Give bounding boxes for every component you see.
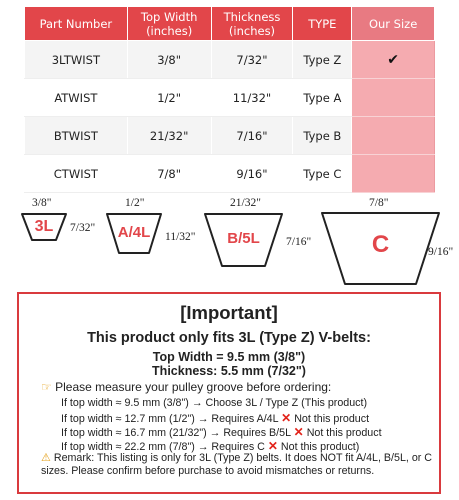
important-thickness: Thickness: 5.5 mm (7/32") (152, 364, 306, 378)
cell-type: Type B (293, 117, 352, 155)
table-row (25, 41, 435, 79)
belt-b5l-thickness: 7/16" (286, 236, 312, 248)
cell-top-width: 1/2" (127, 79, 211, 117)
table-header-row (25, 7, 435, 41)
belt-c-thickness: 9/16" (428, 246, 454, 258)
measure-instruction (41, 380, 331, 394)
belt-b5l-label: B/5L (227, 230, 260, 247)
cell-top-width: 7/8" (127, 155, 211, 193)
cell-part: 3LTWIST (25, 41, 128, 79)
table-row (25, 117, 435, 155)
cell-thickness: 7/32" (211, 41, 293, 79)
check-icon: ✔ (352, 41, 435, 79)
cross-icon: ✕ (267, 439, 278, 453)
belt-3l-thickness: 7/32" (70, 222, 96, 234)
header-top-width: Top Width (inches) (127, 7, 211, 41)
belt-b5l-diagram (203, 212, 284, 268)
important-notice (17, 292, 441, 494)
size-table (24, 6, 435, 193)
cell-type: Type C (293, 155, 352, 193)
belt-b5l-top-width: 21/32" (230, 197, 261, 209)
table-row (25, 155, 435, 193)
pointing-hand-icon: ☞ (41, 380, 52, 394)
cross-icon: ✕ (281, 411, 292, 425)
size-guide-row: If top width ≈ 22.2 mm (7/8") → Requires C ✕ Not this product) (61, 439, 360, 453)
belt-c-top-width: 7/8" (369, 197, 389, 209)
size-guide-row: If top width ≈ 16.7 mm (21/32") → Requires B/5L ✕ Not this product (61, 425, 382, 439)
cell-part: BTWIST (25, 117, 128, 155)
important-subtitle: This product only fits 3L (Type Z) V-belts: (87, 330, 371, 346)
cell-our-size (352, 117, 435, 155)
warning-icon: ⚠ (41, 452, 51, 464)
important-top-width: Top Width = 9.5 mm (3/8") (152, 350, 306, 364)
important-title: [Important] (180, 302, 278, 323)
cell-top-width: 21/32" (127, 117, 211, 155)
cell-thickness: 9/16" (211, 155, 293, 193)
header-part-number: Part Number (25, 7, 128, 41)
header-our-size: Our Size (352, 7, 435, 41)
belt-a4l-label: A/4L (117, 224, 151, 241)
belt-a4l-thickness: 11/32" (165, 231, 196, 243)
cross-icon: ✕ (293, 425, 304, 439)
belt-c-diagram (320, 211, 441, 286)
size-guide-row: If top width ≈ 9.5 mm (3/8") → Choose 3L / Type Z (This product) (61, 397, 368, 409)
belt-3l-top-width: 3/8" (32, 197, 52, 209)
cell-part: ATWIST (25, 79, 128, 117)
belt-3l-diagram (20, 212, 68, 242)
belt-3l-label: 3L (34, 218, 54, 235)
belt-a4l-top-width: 1/2" (125, 197, 145, 209)
cell-type: Type A (293, 79, 352, 117)
cell-part: CTWIST (25, 155, 128, 193)
cell-top-width: 3/8" (127, 41, 211, 79)
header-type: TYPE (293, 7, 352, 41)
belt-a4l-diagram (105, 212, 163, 255)
cell-type: Type Z (293, 41, 352, 79)
measure-text: Please measure your pulley groove before ordering: (55, 380, 332, 394)
cell-thickness: 11/32" (211, 79, 293, 117)
header-thickness: Thickness (inches) (211, 7, 293, 41)
cell-our-size (352, 155, 435, 193)
cell-thickness: 7/16" (211, 117, 293, 155)
table-row (25, 79, 435, 117)
remark-text: ⚠ Remark: This listing is only for 3L (Type Z) belts. It does NOT fit A/4L, B/5L, or C sizes. Please confirm before purchase to avoid mismatches or returns. (41, 452, 433, 477)
belt-c-label: C (371, 231, 390, 258)
cell-our-size (352, 79, 435, 117)
size-guide-row: If top width ≈ 12.7 mm (1/2") → Requires A/4L ✕ Not this product (61, 411, 370, 425)
